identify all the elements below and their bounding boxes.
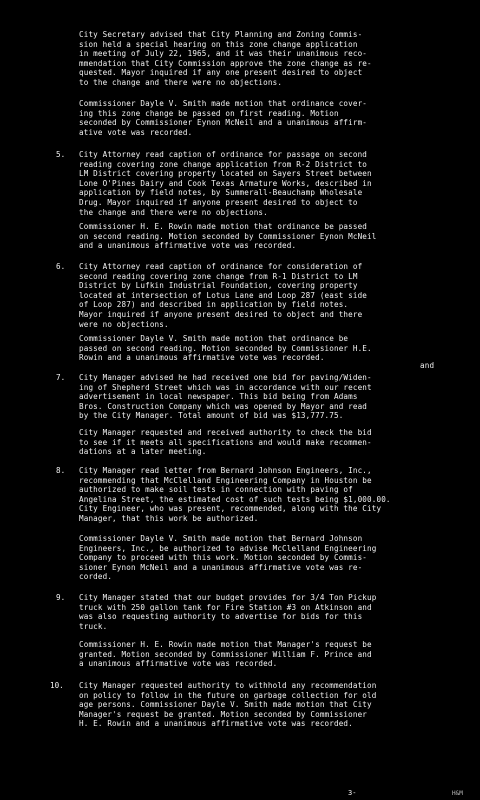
corner-mark: H&M — [452, 790, 463, 797]
paragraph-lufkin-industrial-ordinance: City Attorney read caption of ordinance for consideration of second reading covering zone change from R-1 District to LM District by Lufkin Industrial Foundation, covering property located at intersection of Lotus Lane and Loop 287 (east side of Loop 287) and described in application by field notes. Mayor inquired if anyone present desired to object and there were no objections. — [79, 262, 368, 329]
item-number-9: 9. — [56, 593, 66, 602]
paragraph-first-reading-motion: Commissioner Dayle V. Smith made motion that ordinance cover- ing this zone change be passed on first reading. Motion seconded by Commissioner Eynon McNeil and a unanimous affirm- ative vote was recorded. — [79, 99, 368, 137]
item-number-7: 7. — [56, 373, 66, 382]
item-number-8: 8. — [56, 466, 66, 475]
margin-note-and: and — [420, 361, 435, 370]
item-number-10: 10. — [50, 681, 64, 690]
item-number-6: 6. — [56, 262, 66, 271]
page-number: 3- — [348, 789, 357, 797]
paragraph-bernard-johnson-letter: City Manager read letter from Bernard Johnson Engineers, Inc., recommending that McClelland Engineering Company in Houston be authorized to make soil tests in connection with paving of Angelina Street, the estimated cost of such tests being $1,000.00. City Engineer, who was present, recommended, along with the City Manager, that this work be authorized. — [79, 466, 391, 523]
paragraph-sayers-street-ordinance: City Attorney read caption of ordinance for passage on second reading covering zone change application from R-2 District to LM District covering property located on Sayers Street between Lone O'Pines Dairy and Cook Texas Armature Works, described in application by field notes, by Summerall-Beauchamp Wholesale Drug. Mayor inquired if anyone present desired to object to the change and there were no objections. — [79, 150, 372, 217]
paragraph-smith-second-reading-motion: Commissioner Dayle V. Smith made motion that ordinance be passed on second reading. Motion seconded by Commissioner H.E. Rowin and a unanimous affirmative vote was recorded. — [79, 334, 372, 363]
paragraph-zoning-hearing: City Secretary advised that City Planning and Zoning Commis- sion held a special hearing on this zone change application in meeting of July 22, 1965, and it was their unanimous reco- mmendation that City Commission approve the zone change as re- quested. Mayor inquired if any one present desired to object to the change and there were no objections. — [79, 30, 372, 87]
paragraph-shepherd-street-bid: City Manager advised he had received one bid for paving/Widen- ing of Shepherd Street which was in accordance with our recent advertisement in local newspaper. This bid being from Adams Bros. Construction Company which was opened by Mayor and read by the City Manager. Total amount of bid was $13,777.75. — [79, 373, 372, 421]
paragraph-mcclelland-motion: Commissioner Dayle V. Smith made motion that Bernard Johnson Engineers, Inc., be authorized to advise McClelland Engineering Company to proceed with this work. Motion seconded by Commis- sioner Eynon McNeil and a unanimous affirmative vote was re- corded. — [79, 534, 377, 582]
paragraph-garbage-collection-policy: City Manager requested authority to withhold any recommendation on policy to follow in the future on garbage collection for old age persons. Commissioner Dayle V. Smith made motion that City Manager's request be granted. Motion seconded by Commissioner H. E. Rowin and a unanimous affirmative vote was recorded. — [79, 681, 377, 729]
paragraph-rowin-motion: Commissioner H. E. Rowin made motion that ordinance be passed on second reading. Motion seconded by Commissioner Eynon McNeil and a unanimous affirmative vote was recorded. — [79, 222, 377, 251]
paragraph-truck-bid-motion: Commissioner H. E. Rowin made motion that Manager's request be granted. Motion seconded by Commissioner William F. Prince and a unanimous affirmative vote was recorded. — [79, 640, 372, 669]
item-number-5: 5. — [56, 150, 66, 159]
paragraph-check-bid-authority: City Manager requested and received authority to check the bid to see if it meets all specifications and would make recommen- dations at a later meeting. — [79, 428, 372, 457]
paragraph-pickup-truck-budget: City Manager stated that our budget provides for 3/4 Ton Pickup truck with 250 gallon tank for Fire Station #3 on Atkinson and was also requesting authority to advertise for bids for this truck. — [79, 593, 377, 631]
